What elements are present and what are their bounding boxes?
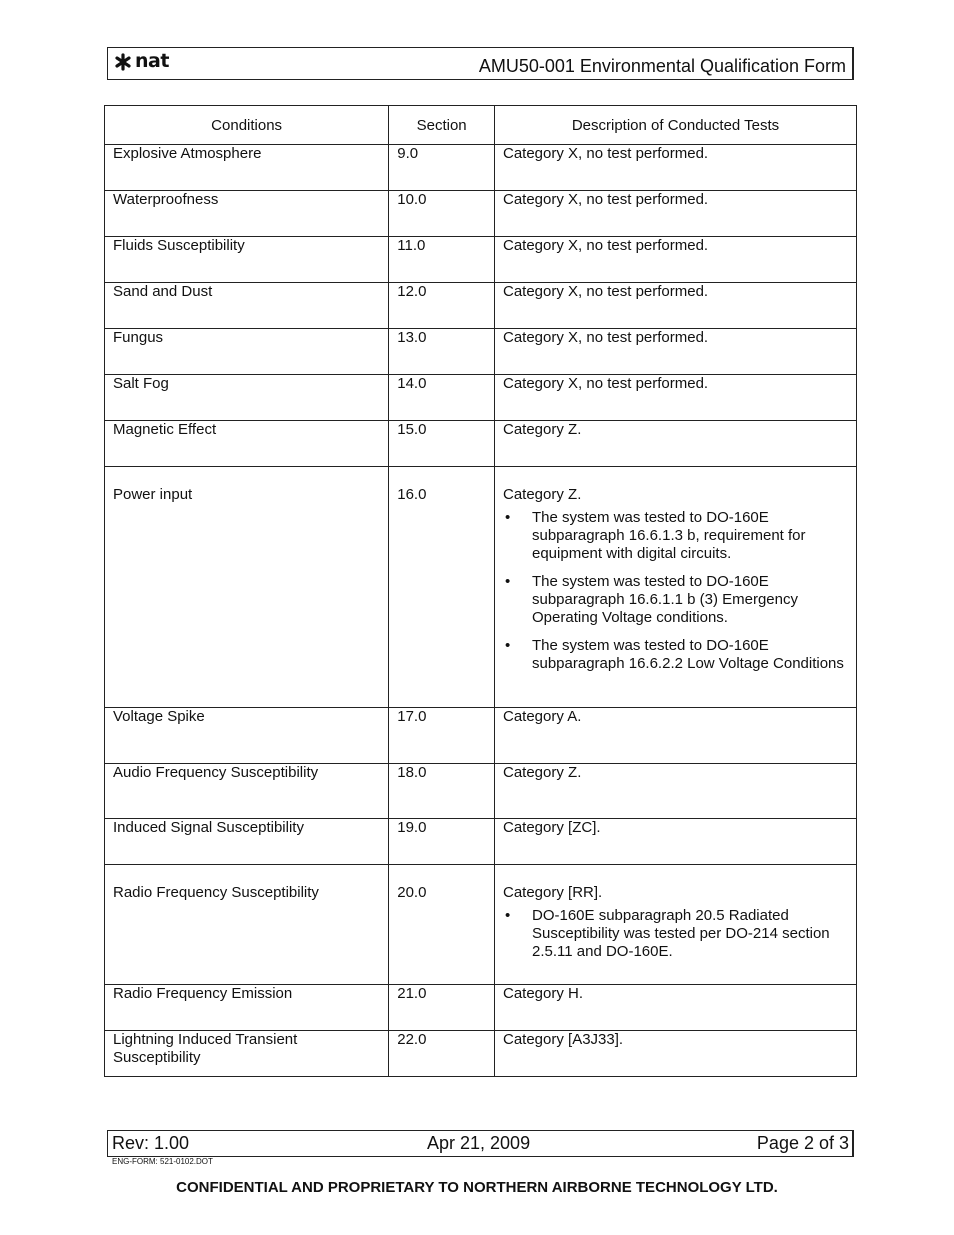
table-row: [105, 283, 857, 329]
bullet-item: • The system was tested to DO-160E subparagraph 16.6.1.1 b (3) Emergency Operating Voltage conditions.: [503, 573, 848, 627]
section-cell: 9.0: [397, 145, 419, 162]
column-header-conditions: Conditions: [105, 106, 389, 145]
revision-date: Apr 21, 2009: [427, 1133, 531, 1153]
column-header-description: Description of Conducted Tests: [495, 106, 857, 145]
description-cell: Category X, no test performed.: [503, 329, 709, 346]
section-cell: 18.0: [397, 764, 427, 781]
section-cell: 16.0: [397, 486, 427, 503]
document-title: AMU50-001 Environmental Qualification Form: [478, 56, 846, 76]
description-text: Category Z.: [503, 486, 582, 503]
table-row: [105, 985, 857, 1031]
description-cell: Category [ZC].: [503, 819, 601, 836]
description-cell: Category X, no test performed.: [503, 283, 709, 300]
bullet-list: [503, 907, 848, 961]
condition-cell: Salt Fog: [113, 375, 169, 392]
bullet-item: • The system was tested to DO-160E subparagraph 16.6.1.3 b, requirement for equipment with digital circuits.: [503, 509, 848, 563]
table-row: [105, 375, 857, 421]
description-cell: Category X, no test performed.: [503, 375, 709, 392]
condition-cell: Waterproofness: [113, 191, 219, 208]
description-cell: [495, 486, 856, 673]
description-cell: Category [A3J33].: [503, 1031, 624, 1048]
section-cell: 15.0: [397, 421, 427, 438]
section-cell: 13.0: [397, 329, 427, 346]
section-cell: 20.0: [397, 884, 427, 901]
table-header-row: [105, 106, 857, 145]
description-cell: Category A.: [503, 708, 582, 725]
table-row: [105, 145, 857, 191]
asterisk-logo-icon: [112, 51, 134, 73]
table-row: [105, 467, 857, 708]
table-row: [105, 1031, 857, 1077]
condition-cell: Radio Frequency Emission: [113, 985, 293, 1002]
table-row: [105, 237, 857, 283]
condition-cell: Audio Frequency Susceptibility: [113, 764, 319, 781]
section-cell: 17.0: [397, 708, 427, 725]
section-cell: 19.0: [397, 819, 427, 836]
company-logo: [112, 50, 169, 74]
section-cell: 22.0: [397, 1031, 427, 1048]
form-code: ENG-FORM: 521-0102.DOT: [112, 1157, 213, 1166]
table-row: [105, 708, 857, 764]
condition-cell: Fungus: [113, 329, 164, 346]
table-row: [105, 329, 857, 375]
condition-cell: Voltage Spike: [113, 708, 205, 725]
description-cell: Category Z.: [503, 764, 582, 781]
document-header: [107, 47, 854, 80]
description-cell: Category Z.: [503, 421, 582, 438]
document-footer: [107, 1130, 854, 1157]
table-row: [105, 191, 857, 237]
section-cell: 10.0: [397, 191, 427, 208]
condition-cell: Fluids Susceptibility: [113, 237, 245, 254]
condition-cell: Explosive Atmosphere: [113, 145, 262, 162]
column-header-section: Section: [389, 106, 495, 145]
condition-cell: Power input: [113, 486, 193, 503]
qualification-table: [104, 105, 857, 1077]
description-cell: Category H.: [503, 985, 584, 1002]
condition-cell: Radio Frequency Susceptibility: [113, 884, 319, 901]
revision-label: Rev: 1.00: [112, 1133, 190, 1153]
bullet-item: • The system was tested to DO-160E subparagraph 16.6.2.2 Low Voltage Conditions: [503, 637, 848, 673]
condition-cell: Magnetic Effect: [113, 421, 217, 438]
condition-cell: Induced Signal Susceptibility: [113, 819, 304, 836]
bullet-item: • DO-160E subparagraph 20.5 Radiated Susceptibility was tested per DO-214 section 2.5.11 and DO-160E.: [503, 907, 848, 961]
condition-cell: Lightning Induced Transient Susceptibility: [113, 1031, 298, 1066]
page-number: Page 2 of 3: [756, 1133, 849, 1153]
confidentiality-notice: CONFIDENTIAL AND PROPRIETARY TO NORTHERN AIRBORNE TECHNOLOGY LTD.: [176, 1179, 778, 1196]
condition-cell: Sand and Dust: [113, 283, 213, 300]
logo-text: nat: [135, 49, 169, 72]
table-row: [105, 865, 857, 985]
description-cell: [495, 884, 856, 961]
description-cell: Category X, no test performed.: [503, 237, 709, 254]
table-row: [105, 764, 857, 819]
section-cell: 14.0: [397, 375, 427, 392]
section-cell: 21.0: [397, 985, 427, 1002]
description-cell: Category X, no test performed.: [503, 145, 709, 162]
section-cell: 11.0: [397, 237, 426, 254]
bullet-list: [503, 509, 848, 673]
section-cell: 12.0: [397, 283, 427, 300]
description-text: Category [RR].: [503, 884, 603, 901]
table-row: [105, 421, 857, 467]
table-row: [105, 819, 857, 865]
description-cell: Category X, no test performed.: [503, 191, 709, 208]
